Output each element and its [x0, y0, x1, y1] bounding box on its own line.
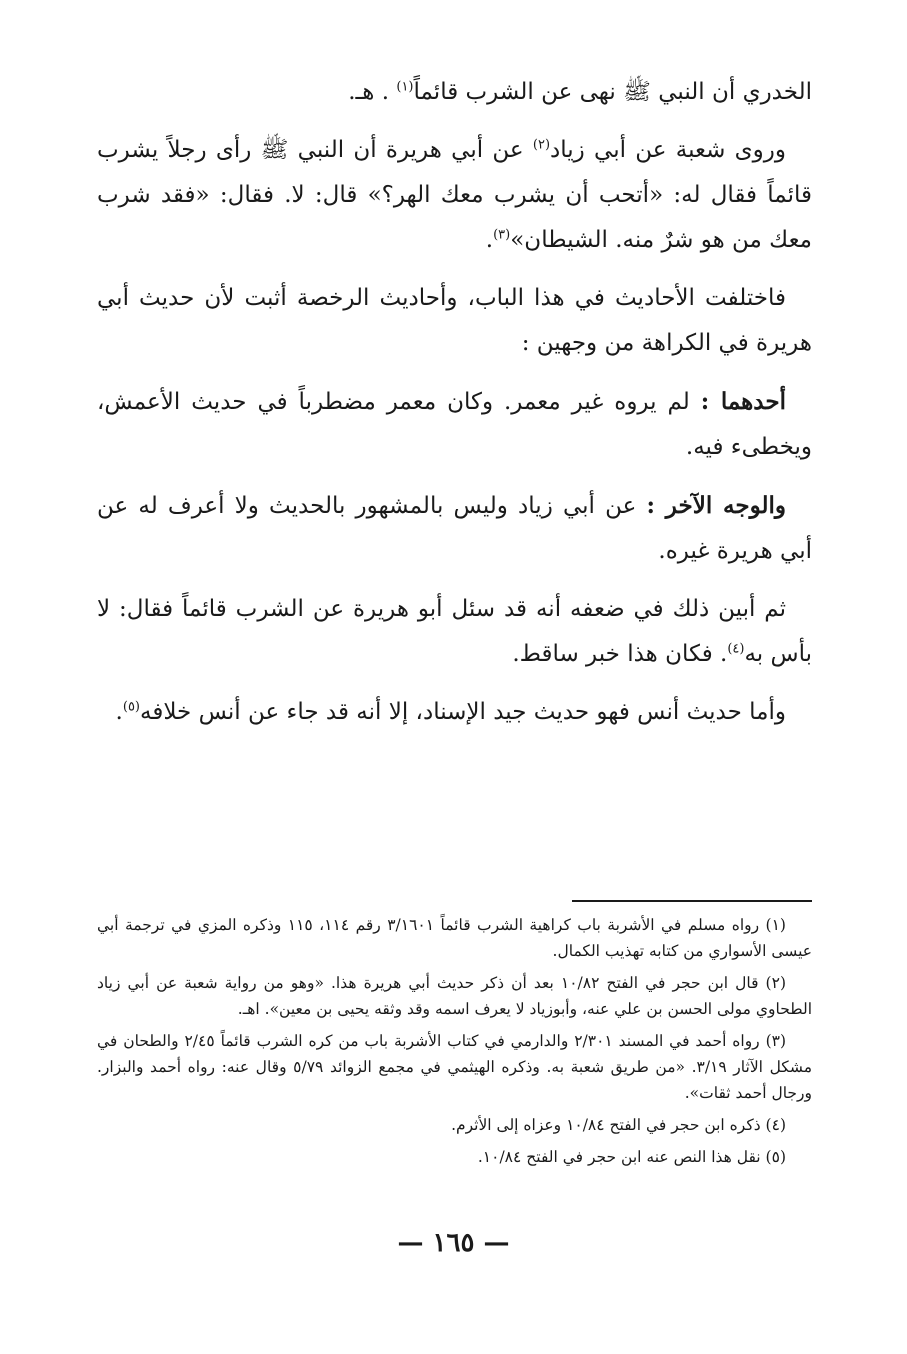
paragraph-5-lead: والوجه الآخر :	[646, 492, 786, 519]
paragraph-2	[97, 128, 812, 263]
footnote-2: (٢) قال ابن حجر في الفتح ١٠/٨٢ بعد أن ذكر حديث أبي هريرة هذا. «وهو من رواية شعبة عن أبي زياد الطحاوي مولى الحسن بن علي عنه، وأبوزياد لا يعرف اسمه وقد وثقه يحيى بن معين». اهـ.	[97, 974, 812, 1018]
paragraph-5	[97, 483, 812, 574]
paragraph-4	[97, 379, 812, 470]
footnote-4: (٤) ذكره ابن حجر في الفتح ١٠/٨٤ وعزاه إلى الأثرم.	[451, 1116, 786, 1134]
paragraph-5-text: عن أبي زياد وليس بالمشهور بالحديث ولا أعرف له عن أبي هريرة غيره.	[97, 493, 812, 564]
footnote-ref-4[interactable]: (٤)	[727, 641, 745, 657]
paragraph-3: فاختلفت الأحاديث في هذا الباب، وأحاديث الرخصة أثبت لأن حديث أبي هريرة في الكراهة من وجهين :	[97, 285, 812, 356]
footnote-3: (٣) رواه أحمد في المسند ٢/٣٠١ والدارمي في كتاب الأشربة باب من كره الشرب قائماً ٢/٤٥ والطحان في مشكل الآثار ٣/١٩. «من طريق شعبة به. وذكره الهيثمي في مجمع الزوائد ٥/٧٩ وقال عنه: رواه أحمد والبزار. ورجال أحمد ثقات».	[97, 1032, 812, 1102]
paragraph-7-text-b: .	[115, 699, 123, 725]
footnote-separator	[572, 900, 812, 902]
page-number: — ١٦٥ —	[397, 1228, 510, 1258]
paragraph-7	[97, 690, 812, 735]
footnote-ref-5[interactable]: (٥)	[122, 699, 140, 715]
main-text	[97, 70, 812, 748]
footnote-ref-1[interactable]: (١)	[396, 79, 414, 95]
paragraph-1-tail: . هـ.	[348, 79, 397, 105]
paragraph-7-text-a: وأما حديث أنس فهو حديث جيد الإسناد، إلا أنه قد جاء عن أنس خلافه	[140, 699, 786, 725]
paragraph-6-text-a: ثم أبين ذلك في ضعفه أنه قد سئل أبو هريرة عن الشرب قائماً فقال: لا بأس به	[97, 596, 812, 667]
paragraph-6-text-b: . فكان هذا خبر ساقط.	[512, 641, 728, 667]
paragraph-6	[97, 587, 812, 677]
footnotes	[97, 912, 812, 1176]
paragraph-2-tail: .	[485, 227, 494, 253]
paragraph-2-text-a: وروى شعبة عن أبي زياد	[550, 137, 786, 163]
paragraph-4-text: لم يروه غير معمر. وكان معمر مضطرباً في حديث الأعمش، ويخطىء فيه.	[97, 389, 812, 460]
paragraph-1	[97, 70, 812, 115]
footnote-1: (١) رواه مسلم في الأشربة باب كراهية الشرب قائماً ٣/١٦٠١ رقم ١١٤، ١١٥ وذكره المزي في ترجمة أبي عيسى الأسواري من كتابه تهذيب الكمال.	[97, 916, 812, 960]
paragraph-2-text-b: عن أبي هريرة أن النبي ﷺ رأى رجلاً يشرب قائماً فقال له: «أتحب أن يشرب معك الهر؟» قال: لا. فقال: «فقد شرب معك من هو شرٌ منه. الشيطان»	[97, 137, 812, 253]
footnote-ref-3[interactable]: (٣)	[493, 227, 511, 243]
paragraph-4-lead: أحدهما :	[700, 388, 786, 415]
paragraph-1-text: الخدري أن النبي ﷺ نهى عن الشرب قائماً	[413, 79, 812, 105]
footnote-ref-2[interactable]: (٢)	[532, 137, 551, 153]
footnote-5: (٥) نقل هذا النص عنه ابن حجر في الفتح ١٠/٨٤.	[477, 1148, 786, 1166]
